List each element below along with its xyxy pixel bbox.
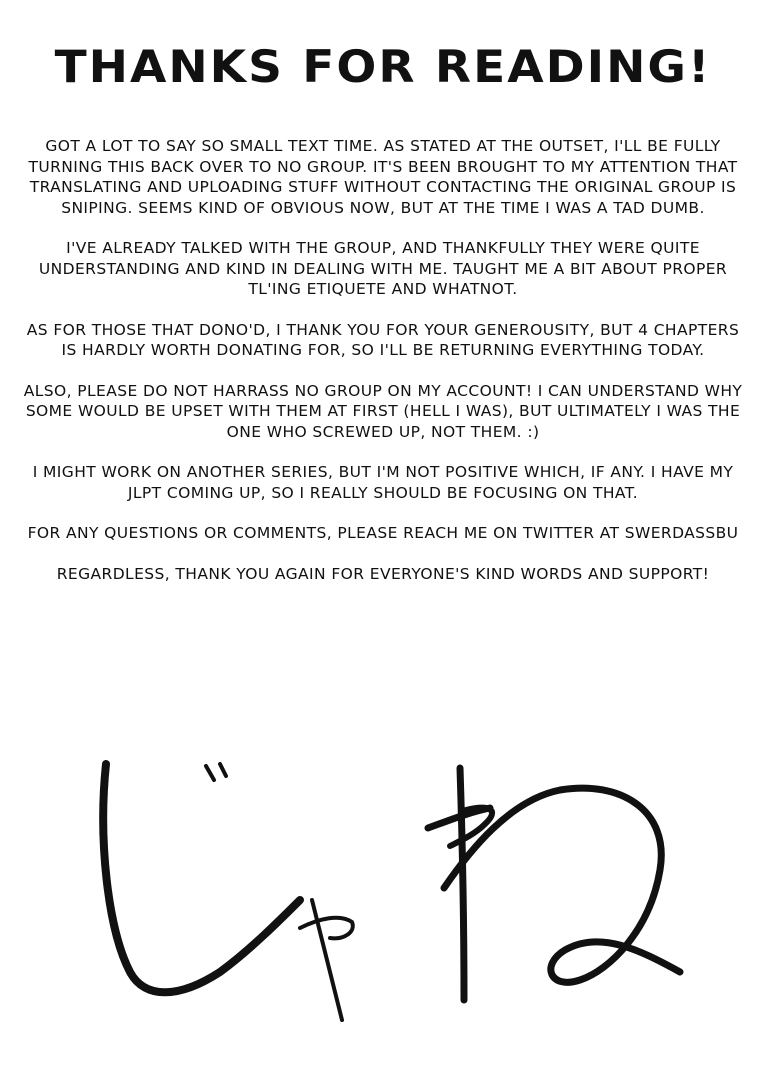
ya-stroke-1 — [300, 918, 353, 939]
paragraph-6: FOR ANY QUESTIONS OR COMMENTS, PLEASE REACH ME ON TWITTER AT SWERDASSBU — [27, 524, 739, 542]
paragraph-2: I'VE ALREADY TALKED WITH THE GROUP, AND THANKFULLY THEY WERE QUITE UNDERSTANDING AND KIND IN DEALING WITH ME. TAUGHT ME A BIT ABOUT PROPER TL'ING ETIQUETE AND WHATNOT. — [38, 239, 728, 298]
ji-main-stroke — [103, 764, 300, 992]
paragraph-7: REGARDLESS, THANK YOU AGAIN FOR EVERYONE'S KIND WORDS AND SUPPORT! — [56, 564, 710, 583]
message-body — [20, 136, 746, 604]
signature-drawing — [90, 750, 700, 1030]
ji-dakuten-2 — [220, 764, 226, 776]
paragraph-4: ALSO, PLEASE DO NOT HARRASS NO GROUP ON MY ACCOUNT! I CAN UNDERSTAND WHY SOME WOULD BE UPSET WITH THEM AT FIRST (HELL I WAS), BUT ULTIMATELY I WAS THE ONE WHO SCREWED UP, NOT THEM. :) — [23, 381, 743, 441]
handwritten-signature — [90, 750, 700, 1030]
paragraph-5: I MIGHT WORK ON ANOTHER SERIES, BUT I'M NOT POSITIVE WHICH, IF ANY. I HAVE MY JLPT COMING UP, SO I REALLY SHOULD BE FOCUSING ON THAT. — [32, 463, 734, 502]
ne-loop — [444, 788, 680, 982]
ji-dakuten-1 — [206, 766, 214, 780]
paragraph-1: GOT A LOT TO SAY SO SMALL TEXT TIME. AS STATED AT THE OUTSET, I'LL BE FULLY TURNING THIS BACK OVER TO NO GROUP. IT'S BEEN BROUGHT TO MY ATTENTION THAT TRANSLATING AND UPLOADING STUFF WITHOUT CONTACTING THE ORIGINAL GROUP IS SNIPING. SEEMS KIND OF OBVIOUS NOW, BUT AT THE TIME I WAS A TAD DUMB. — [28, 137, 738, 217]
page-title: THANKS FOR READING! — [54, 41, 712, 94]
paragraph-3: AS FOR THOSE THAT DONO'D, I THANK YOU FOR YOUR GENEROUSITY, BUT 4 CHAPTERS IS HARDLY WORTH DONATING FOR, SO I'LL BE RETURNING EVERYTHING TODAY. — [26, 320, 740, 359]
ne-vertical — [460, 768, 464, 1000]
